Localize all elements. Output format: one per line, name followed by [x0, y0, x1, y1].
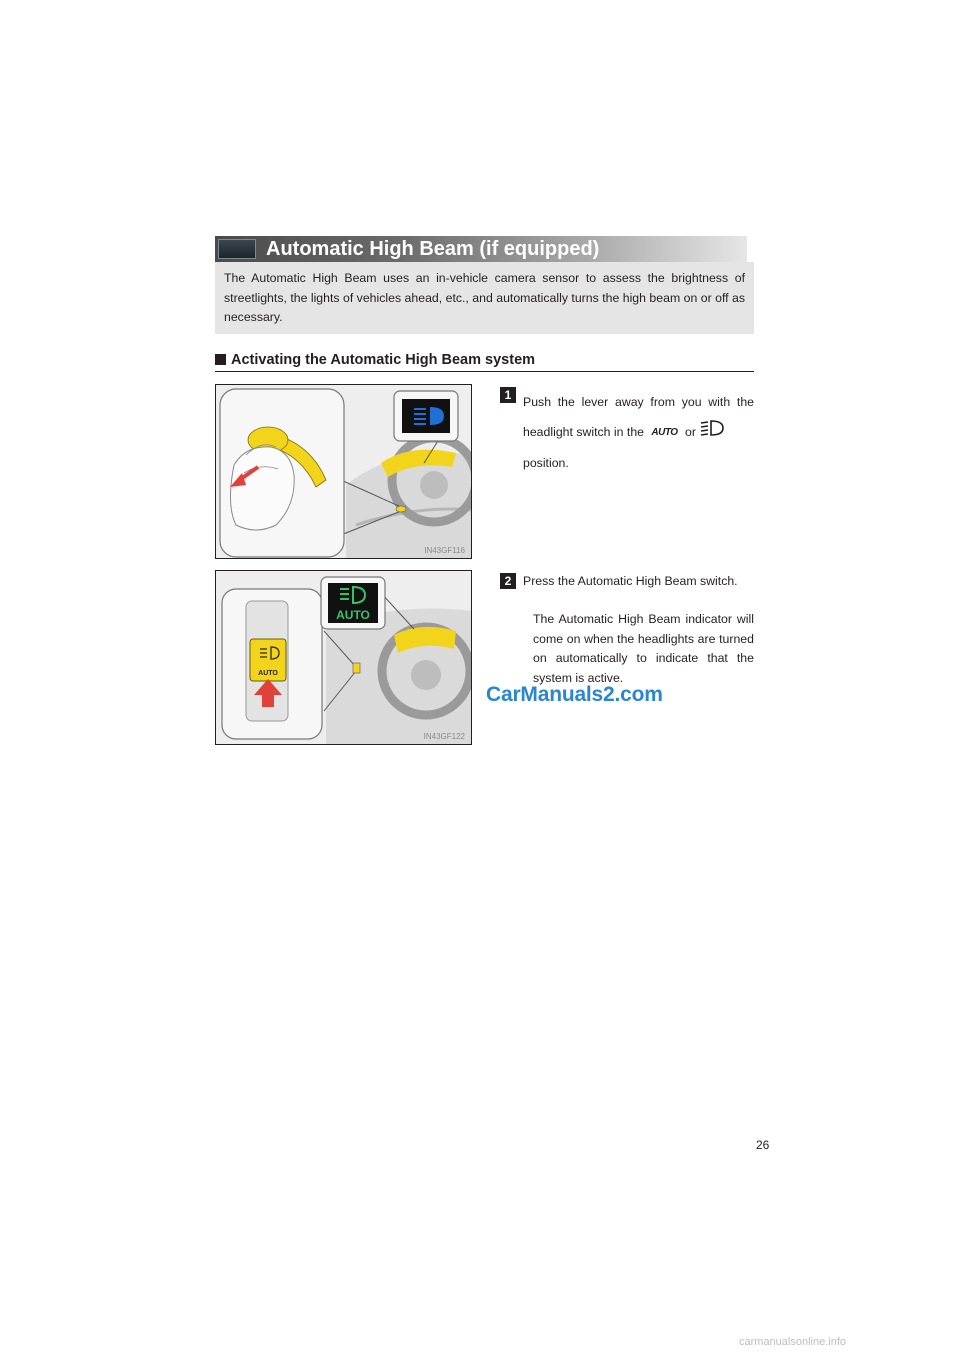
step-2-subtext: The Automatic High Beam indicator will come on when the headlights are turned on automatically to indicate that the system is active. [533, 612, 754, 685]
step-2-text: Press the Automatic High Beam switch. [523, 574, 738, 588]
lever-illustration [216, 385, 472, 559]
footer-watermark[interactable]: carmanualsonline.info [739, 1336, 847, 1348]
page-title: Automatic High Beam (if equipped) [266, 238, 600, 260]
figure-code: IN43GF122 [423, 732, 465, 741]
section-heading-text: Activating the Automatic High Beam system [231, 352, 536, 368]
auto-headlight-icon: AUTO [651, 426, 678, 438]
figure-code: IN43GF116 [424, 546, 465, 555]
step-number-1: 1 [500, 387, 516, 403]
step-number-2: 2 [500, 573, 516, 589]
step-1-text-after: position. [523, 455, 569, 470]
auto-switch-illustration [216, 571, 472, 745]
watermark-link[interactable]: CarManuals2.com [486, 683, 663, 706]
intro-box: The Automatic High Beam uses an in-vehicle camera sensor to assess the brightness of streetlights, the lights of vehicles ahead, etc., and automatically turns the high beam on or off as necessary. [215, 262, 754, 334]
figure-auto-switch [215, 570, 472, 745]
low-beam-headlight-icon [699, 418, 725, 448]
section-heading [215, 350, 754, 372]
page-title-bar [215, 236, 747, 262]
step-1-text-or: or [685, 425, 696, 439]
indicator-auto-text: AUTO [336, 608, 370, 622]
square-bullet-icon [215, 354, 226, 365]
title-thumbnail-image [218, 239, 256, 259]
page-number: 26 [756, 1138, 770, 1152]
step-1-text-before: Push the lever away from you with the headlight switch in the [523, 395, 754, 439]
step-1-text [523, 387, 754, 478]
figure-lever-push [215, 384, 472, 559]
switch-auto-text: AUTO [258, 670, 278, 677]
